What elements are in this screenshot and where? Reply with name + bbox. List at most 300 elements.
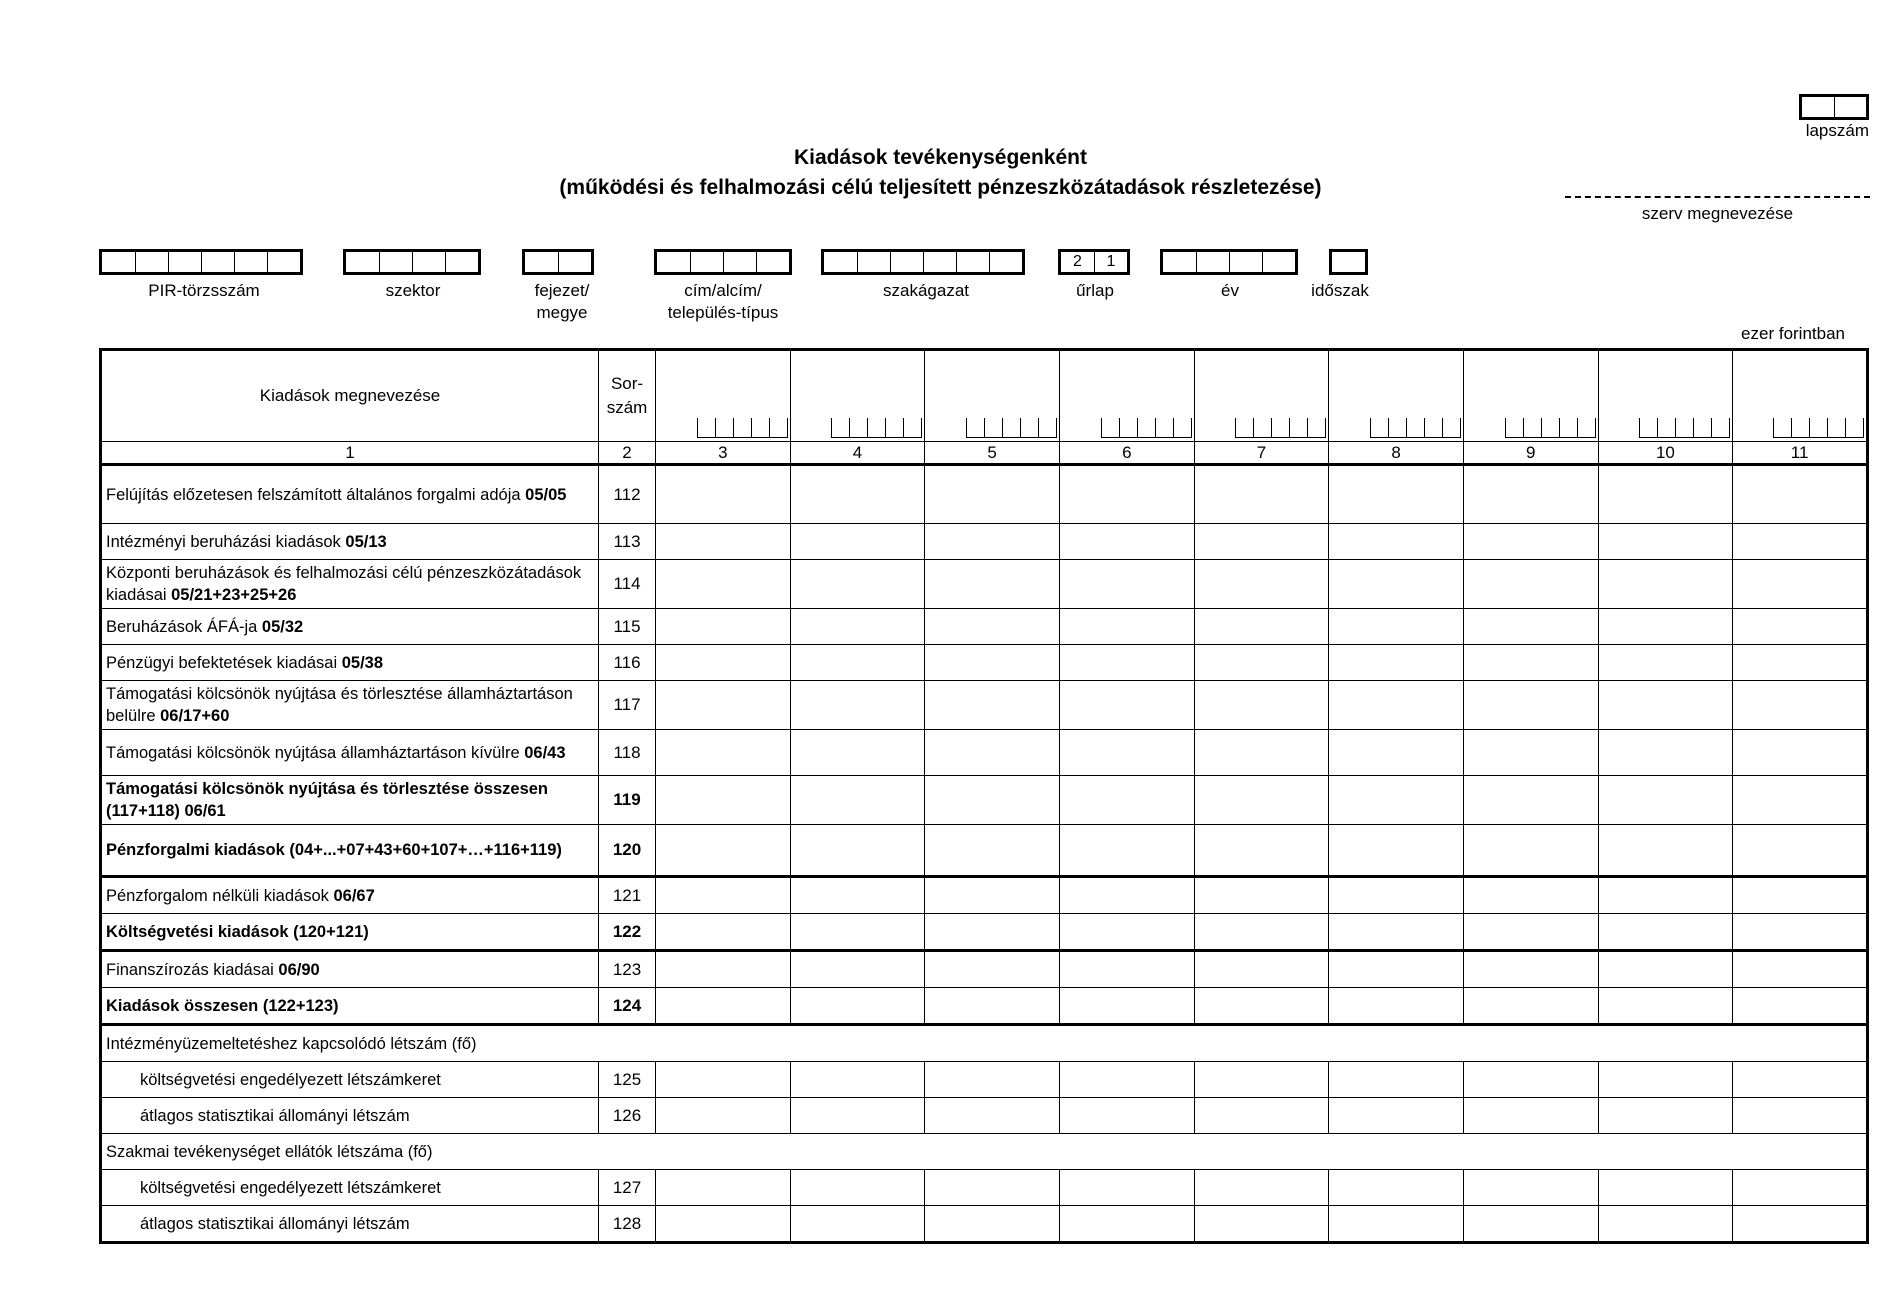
row-label [101, 914, 599, 951]
code-box-cell[interactable] [723, 252, 756, 272]
value-cell[interactable] [925, 1206, 1060, 1243]
row-label-text: Pénzügyi befektetések kiadásai [106, 653, 342, 672]
value-cell[interactable] [790, 645, 925, 681]
value-cell[interactable] [656, 560, 791, 609]
code-label-line2: település-típus [667, 303, 779, 322]
value-cell[interactable] [1194, 1206, 1329, 1243]
value-cell[interactable] [790, 730, 925, 776]
column-code-box[interactable] [1038, 418, 1056, 437]
value-cell[interactable] [1463, 877, 1598, 914]
value-cell[interactable] [925, 951, 1060, 988]
value-cell[interactable] [1463, 1098, 1598, 1134]
value-cell[interactable] [790, 1062, 925, 1098]
code-boxes-0[interactable] [99, 249, 303, 275]
code-boxes-4[interactable] [821, 249, 1025, 275]
value-cell[interactable] [925, 825, 1060, 877]
value-cell[interactable] [925, 1062, 1060, 1098]
column-code-box[interactable] [984, 418, 1002, 437]
code-box-cell[interactable] [1163, 252, 1196, 272]
value-cell[interactable] [925, 681, 1060, 730]
col-header-code[interactable] [1059, 350, 1194, 442]
code-box-cell[interactable] [267, 252, 300, 272]
value-cell[interactable] [925, 877, 1060, 914]
column-code-boxes[interactable] [1505, 418, 1596, 438]
value-cell[interactable] [1733, 1098, 1868, 1134]
code-box-cell[interactable] [1262, 252, 1295, 272]
code-box-cell[interactable] [558, 252, 591, 272]
value-cell[interactable] [1598, 1098, 1733, 1134]
value-cell[interactable] [1463, 681, 1598, 730]
code-label-line1: űrlap [1076, 281, 1114, 300]
column-code-box[interactable] [698, 418, 715, 437]
value-cell[interactable] [1194, 465, 1329, 524]
value-cell[interactable] [1194, 609, 1329, 645]
section-row [101, 1025, 1868, 1062]
value-cell[interactable] [1598, 1170, 1733, 1206]
column-code-box[interactable] [1809, 418, 1827, 437]
value-cell[interactable] [1598, 951, 1733, 988]
value-cell[interactable] [1463, 988, 1598, 1025]
column-code-boxes[interactable] [831, 418, 922, 438]
code-box-cell[interactable] [824, 252, 857, 272]
row-label-text: Központi beruházások és felhalmozási célú pénzeszközátadások kiadásai [106, 564, 582, 604]
column-code-box[interactable] [1002, 418, 1020, 437]
value-cell[interactable] [1329, 524, 1464, 560]
value-cell[interactable] [656, 877, 791, 914]
value-cell[interactable] [1733, 1206, 1868, 1243]
value-cell[interactable] [790, 560, 925, 609]
value-cell[interactable] [1194, 914, 1329, 951]
value-cell[interactable] [1463, 609, 1598, 645]
row-label-text: Támogatási kölcsönök nyújtása államháztartáson kívülre [106, 743, 525, 762]
table-row [101, 524, 1868, 560]
value-cell[interactable] [1329, 914, 1464, 951]
column-code-boxes[interactable] [1235, 418, 1326, 438]
value-cell[interactable] [1194, 1062, 1329, 1098]
column-code-box[interactable] [1388, 418, 1406, 437]
code-boxes-3[interactable] [654, 249, 792, 275]
page-title: Kiadások tevékenységenként [794, 146, 1087, 169]
value-cell[interactable] [1733, 730, 1868, 776]
column-code-box[interactable] [1102, 418, 1119, 437]
value-cell[interactable] [925, 988, 1060, 1025]
row-number: 112 [599, 465, 656, 524]
value-cell[interactable] [1463, 951, 1598, 988]
value-cell[interactable] [656, 465, 791, 524]
value-cell[interactable] [1329, 1098, 1464, 1134]
column-code-box[interactable] [1640, 418, 1657, 437]
value-cell[interactable] [1059, 914, 1194, 951]
value-cell[interactable] [925, 465, 1060, 524]
row-number: 123 [599, 951, 656, 988]
column-code-box[interactable] [1155, 418, 1173, 437]
value-cell[interactable] [656, 988, 791, 1025]
value-cell[interactable] [1733, 825, 1868, 877]
column-code-box[interactable] [1406, 418, 1424, 437]
value-cell[interactable] [1463, 730, 1598, 776]
row-number: 114 [599, 560, 656, 609]
value-cell[interactable] [1598, 877, 1733, 914]
value-cell[interactable] [656, 1206, 791, 1243]
value-cell[interactable] [1733, 609, 1868, 645]
column-code-box[interactable] [1289, 418, 1307, 437]
value-cell[interactable] [1059, 730, 1194, 776]
column-code-box[interactable] [1774, 418, 1791, 437]
value-cell[interactable] [1598, 988, 1733, 1025]
value-cell[interactable] [1194, 524, 1329, 560]
column-code-box[interactable] [1020, 418, 1038, 437]
code-box-cell[interactable] [234, 252, 267, 272]
value-cell[interactable] [1733, 560, 1868, 609]
column-code-box[interactable] [1442, 418, 1460, 437]
column-code-box[interactable] [1541, 418, 1559, 437]
column-code-box[interactable] [1137, 418, 1155, 437]
value-cell[interactable] [1733, 877, 1868, 914]
value-cell[interactable] [1059, 988, 1194, 1025]
code-label-line1: év [1221, 281, 1239, 300]
code-box-cell[interactable] [989, 252, 1022, 272]
value-cell[interactable] [656, 1062, 791, 1098]
value-cell[interactable] [1733, 524, 1868, 560]
column-code-box[interactable] [1307, 418, 1325, 437]
column-code-box[interactable] [1506, 418, 1523, 437]
column-code-boxes[interactable] [1639, 418, 1730, 438]
row-number: 113 [599, 524, 656, 560]
value-cell[interactable] [925, 776, 1060, 825]
row-label [101, 988, 599, 1025]
value-cell[interactable] [1463, 524, 1598, 560]
code-box-cell[interactable] [956, 252, 989, 272]
column-code-box[interactable] [1675, 418, 1693, 437]
value-cell[interactable] [656, 951, 791, 988]
value-cell[interactable] [1194, 1098, 1329, 1134]
value-cell[interactable] [1733, 776, 1868, 825]
column-code-box[interactable] [1711, 418, 1729, 437]
code-box-cell[interactable] [135, 252, 168, 272]
code-boxes-6[interactable] [1160, 249, 1298, 275]
value-cell[interactable] [1463, 825, 1598, 877]
value-cell[interactable] [656, 524, 791, 560]
column-code-box[interactable] [1577, 418, 1595, 437]
value-cell[interactable] [1194, 560, 1329, 609]
value-cell[interactable] [790, 681, 925, 730]
lapszam-boxes[interactable] [1799, 94, 1869, 120]
value-cell[interactable] [1329, 877, 1464, 914]
value-cell[interactable] [1463, 1206, 1598, 1243]
column-code-box[interactable] [1424, 418, 1442, 437]
row-label [101, 560, 599, 609]
value-cell[interactable] [790, 988, 925, 1025]
column-code-boxes[interactable] [1370, 418, 1461, 438]
value-cell[interactable] [925, 560, 1060, 609]
value-cell[interactable] [1329, 730, 1464, 776]
value-cell[interactable] [925, 524, 1060, 560]
code-box-cell[interactable] [657, 252, 690, 272]
value-cell[interactable] [1598, 730, 1733, 776]
code-box-cell[interactable]: 1 [1094, 252, 1127, 272]
value-cell[interactable] [1733, 988, 1868, 1025]
value-cell[interactable] [656, 645, 791, 681]
code-label-line1: szakágazat [883, 281, 969, 300]
value-cell[interactable] [1329, 951, 1464, 988]
code-boxes-7[interactable] [1329, 249, 1368, 275]
value-cell[interactable] [1059, 524, 1194, 560]
value-cell[interactable] [1733, 951, 1868, 988]
code-box-cell[interactable] [857, 252, 890, 272]
column-code-box[interactable] [832, 418, 849, 437]
col-header-code[interactable] [790, 350, 925, 442]
row-label [101, 877, 599, 914]
column-code-box[interactable] [1173, 418, 1191, 437]
column-code-box[interactable] [1693, 418, 1711, 437]
code-box-cell[interactable]: 2 [1073, 253, 1082, 270]
value-cell[interactable] [1463, 914, 1598, 951]
col-header-code[interactable] [1598, 350, 1733, 442]
code-boxes-5[interactable] [1058, 249, 1130, 275]
row-label [101, 465, 599, 524]
col-header-code[interactable] [925, 350, 1060, 442]
value-cell[interactable] [1463, 1062, 1598, 1098]
value-cell[interactable] [790, 524, 925, 560]
code-box-cell[interactable] [690, 252, 723, 272]
code-box-cell[interactable] [1229, 252, 1262, 272]
expenses-table [99, 348, 1869, 1244]
value-cell[interactable] [1059, 877, 1194, 914]
column-code-box[interactable] [1791, 418, 1809, 437]
code-box-cell[interactable] [168, 252, 201, 272]
row-label [101, 825, 599, 877]
code-box-cell[interactable] [201, 252, 234, 272]
column-code-box[interactable] [867, 418, 885, 437]
value-cell[interactable] [925, 645, 1060, 681]
row-label-text: Felújítás előzetesen felszámított általános forgalmi adója [106, 485, 526, 504]
col-header-code[interactable] [656, 350, 791, 442]
code-box-cell[interactable] [756, 252, 789, 272]
value-cell[interactable] [1329, 681, 1464, 730]
value-cell[interactable] [1329, 1062, 1464, 1098]
section-label: Intézményüzemeltetéshez kapcsolódó létszám (fő) [101, 1025, 1868, 1062]
value-cell[interactable] [1059, 681, 1194, 730]
table-row [101, 645, 1868, 681]
value-cell[interactable] [1329, 560, 1464, 609]
value-cell[interactable] [1329, 776, 1464, 825]
column-code-box[interactable] [1523, 418, 1541, 437]
value-cell[interactable] [1733, 914, 1868, 951]
code-box-cell[interactable] [445, 252, 478, 272]
table-row [101, 914, 1868, 951]
column-code-box[interactable] [1119, 418, 1137, 437]
column-code-box[interactable] [733, 418, 751, 437]
code-box-cell[interactable] [346, 252, 379, 272]
column-code-boxes[interactable] [1773, 418, 1864, 438]
value-cell[interactable] [1733, 1170, 1868, 1206]
value-cell[interactable] [656, 1098, 791, 1134]
code-label [1160, 280, 1300, 302]
value-cell[interactable] [790, 776, 925, 825]
col-index: 11 [1733, 442, 1868, 465]
value-cell[interactable] [1194, 877, 1329, 914]
column-code-box[interactable] [769, 418, 787, 437]
column-code-box[interactable] [1371, 418, 1388, 437]
value-cell[interactable] [1059, 1062, 1194, 1098]
value-cell[interactable] [925, 609, 1060, 645]
value-cell[interactable] [1733, 681, 1868, 730]
value-cell[interactable] [790, 951, 925, 988]
column-code-box[interactable] [849, 418, 867, 437]
value-cell[interactable] [1194, 645, 1329, 681]
value-cell[interactable] [656, 776, 791, 825]
value-cell[interactable] [1194, 681, 1329, 730]
row-number: 124 [599, 988, 656, 1025]
value-cell[interactable] [656, 681, 791, 730]
column-code-box[interactable] [903, 418, 921, 437]
value-cell[interactable] [1733, 1062, 1868, 1098]
column-code-box[interactable] [751, 418, 769, 437]
row-label-code: 06/67 [333, 886, 375, 905]
col-index: 1 [101, 442, 599, 465]
value-cell[interactable] [790, 877, 925, 914]
row-label-code: 05/21+23+25+26 [171, 586, 297, 604]
value-cell[interactable] [1329, 825, 1464, 877]
value-cell[interactable] [1059, 1170, 1194, 1206]
value-cell[interactable] [1059, 1098, 1194, 1134]
value-cell[interactable] [1329, 988, 1464, 1025]
value-cell[interactable] [1194, 776, 1329, 825]
row-label [101, 609, 599, 645]
value-cell[interactable] [1463, 1170, 1598, 1206]
value-cell[interactable] [1598, 609, 1733, 645]
value-cell[interactable] [925, 914, 1060, 951]
code-boxes-1[interactable] [343, 249, 481, 275]
code-box-cell[interactable] [412, 252, 445, 272]
lapszam-label: lapszám [1805, 121, 1869, 140]
value-cell[interactable] [1059, 609, 1194, 645]
value-cell[interactable] [1059, 465, 1194, 524]
code-box-cell[interactable] [525, 252, 558, 272]
value-cell[interactable] [1598, 645, 1733, 681]
column-code-boxes[interactable] [966, 418, 1057, 438]
value-cell[interactable] [1733, 645, 1868, 681]
value-cell[interactable] [656, 730, 791, 776]
value-cell[interactable] [790, 825, 925, 877]
col-header-code[interactable] [1329, 350, 1464, 442]
szerv-line[interactable] [1565, 196, 1870, 198]
value-cell[interactable] [1194, 988, 1329, 1025]
value-cell[interactable] [1329, 465, 1464, 524]
value-cell[interactable] [1598, 681, 1733, 730]
value-cell[interactable] [1598, 825, 1733, 877]
col-header-code[interactable] [1733, 350, 1868, 442]
code-boxes-2[interactable] [522, 249, 594, 275]
column-code-boxes[interactable] [697, 418, 788, 438]
code-box-cell[interactable] [1196, 252, 1229, 272]
value-cell[interactable] [1463, 645, 1598, 681]
value-cell[interactable] [1598, 914, 1733, 951]
column-code-box[interactable] [1827, 418, 1845, 437]
row-label [101, 524, 599, 560]
column-code-box[interactable] [967, 418, 984, 437]
column-code-box[interactable] [1845, 418, 1863, 437]
value-cell[interactable] [1059, 951, 1194, 988]
value-cell[interactable] [1598, 1206, 1733, 1243]
value-cell[interactable] [1194, 1170, 1329, 1206]
code-box-cell[interactable] [890, 252, 923, 272]
column-code-box[interactable] [1253, 418, 1271, 437]
row-label: költségvetési engedélyezett létszámkeret [101, 1170, 599, 1206]
value-cell[interactable] [790, 1098, 925, 1134]
value-cell[interactable] [1463, 560, 1598, 609]
column-code-box[interactable] [1236, 418, 1253, 437]
code-label [343, 280, 483, 302]
column-code-boxes[interactable] [1101, 418, 1192, 438]
value-cell[interactable] [1059, 825, 1194, 877]
value-cell[interactable] [1194, 730, 1329, 776]
col-header-code[interactable] [1463, 350, 1598, 442]
col-header-code[interactable] [1194, 350, 1329, 442]
value-cell[interactable] [1598, 1062, 1733, 1098]
table-row [101, 609, 1868, 645]
column-code-box[interactable] [1657, 418, 1675, 437]
value-cell[interactable] [1059, 645, 1194, 681]
code-label [634, 280, 812, 324]
value-cell[interactable] [925, 1170, 1060, 1206]
value-cell[interactable] [1598, 524, 1733, 560]
value-cell[interactable] [656, 825, 791, 877]
column-code-box[interactable] [1271, 418, 1289, 437]
value-cell[interactable] [1329, 1170, 1464, 1206]
code-box-cell[interactable] [923, 252, 956, 272]
value-cell[interactable] [1059, 560, 1194, 609]
value-cell[interactable] [925, 1098, 1060, 1134]
value-cell[interactable] [1329, 645, 1464, 681]
value-cell[interactable] [790, 914, 925, 951]
value-cell[interactable] [1059, 1206, 1194, 1243]
code-box-cell[interactable] [1332, 252, 1365, 272]
value-cell[interactable] [1194, 951, 1329, 988]
value-cell[interactable] [1194, 825, 1329, 877]
value-cell[interactable] [1598, 560, 1733, 609]
row-label-code: 06/17+60 [160, 707, 230, 725]
column-code-box[interactable] [885, 418, 903, 437]
value-cell[interactable] [790, 609, 925, 645]
value-cell[interactable] [1059, 776, 1194, 825]
column-code-box[interactable] [715, 418, 733, 437]
value-cell[interactable] [1598, 465, 1733, 524]
value-cell[interactable] [656, 609, 791, 645]
value-cell[interactable] [1463, 465, 1598, 524]
row-label-text: Intézményi beruházási kiadások [106, 532, 346, 551]
value-cell[interactable] [790, 1206, 925, 1243]
value-cell[interactable] [1463, 776, 1598, 825]
row-number: 122 [599, 914, 656, 951]
table-row [101, 681, 1868, 730]
value-cell[interactable] [1733, 465, 1868, 524]
code-box-cell[interactable] [102, 252, 135, 272]
value-cell[interactable] [925, 730, 1060, 776]
value-cell[interactable] [656, 1170, 791, 1206]
code-label [1045, 280, 1145, 302]
value-cell[interactable] [1329, 609, 1464, 645]
row-label-code: 05/05 [525, 485, 567, 504]
code-box-cell[interactable] [379, 252, 412, 272]
value-cell[interactable] [790, 1170, 925, 1206]
column-code-box[interactable] [1559, 418, 1577, 437]
value-cell[interactable] [1598, 776, 1733, 825]
value-cell[interactable] [790, 465, 925, 524]
value-cell[interactable] [656, 914, 791, 951]
table-row [101, 776, 1868, 825]
value-cell[interactable] [1329, 1206, 1464, 1243]
